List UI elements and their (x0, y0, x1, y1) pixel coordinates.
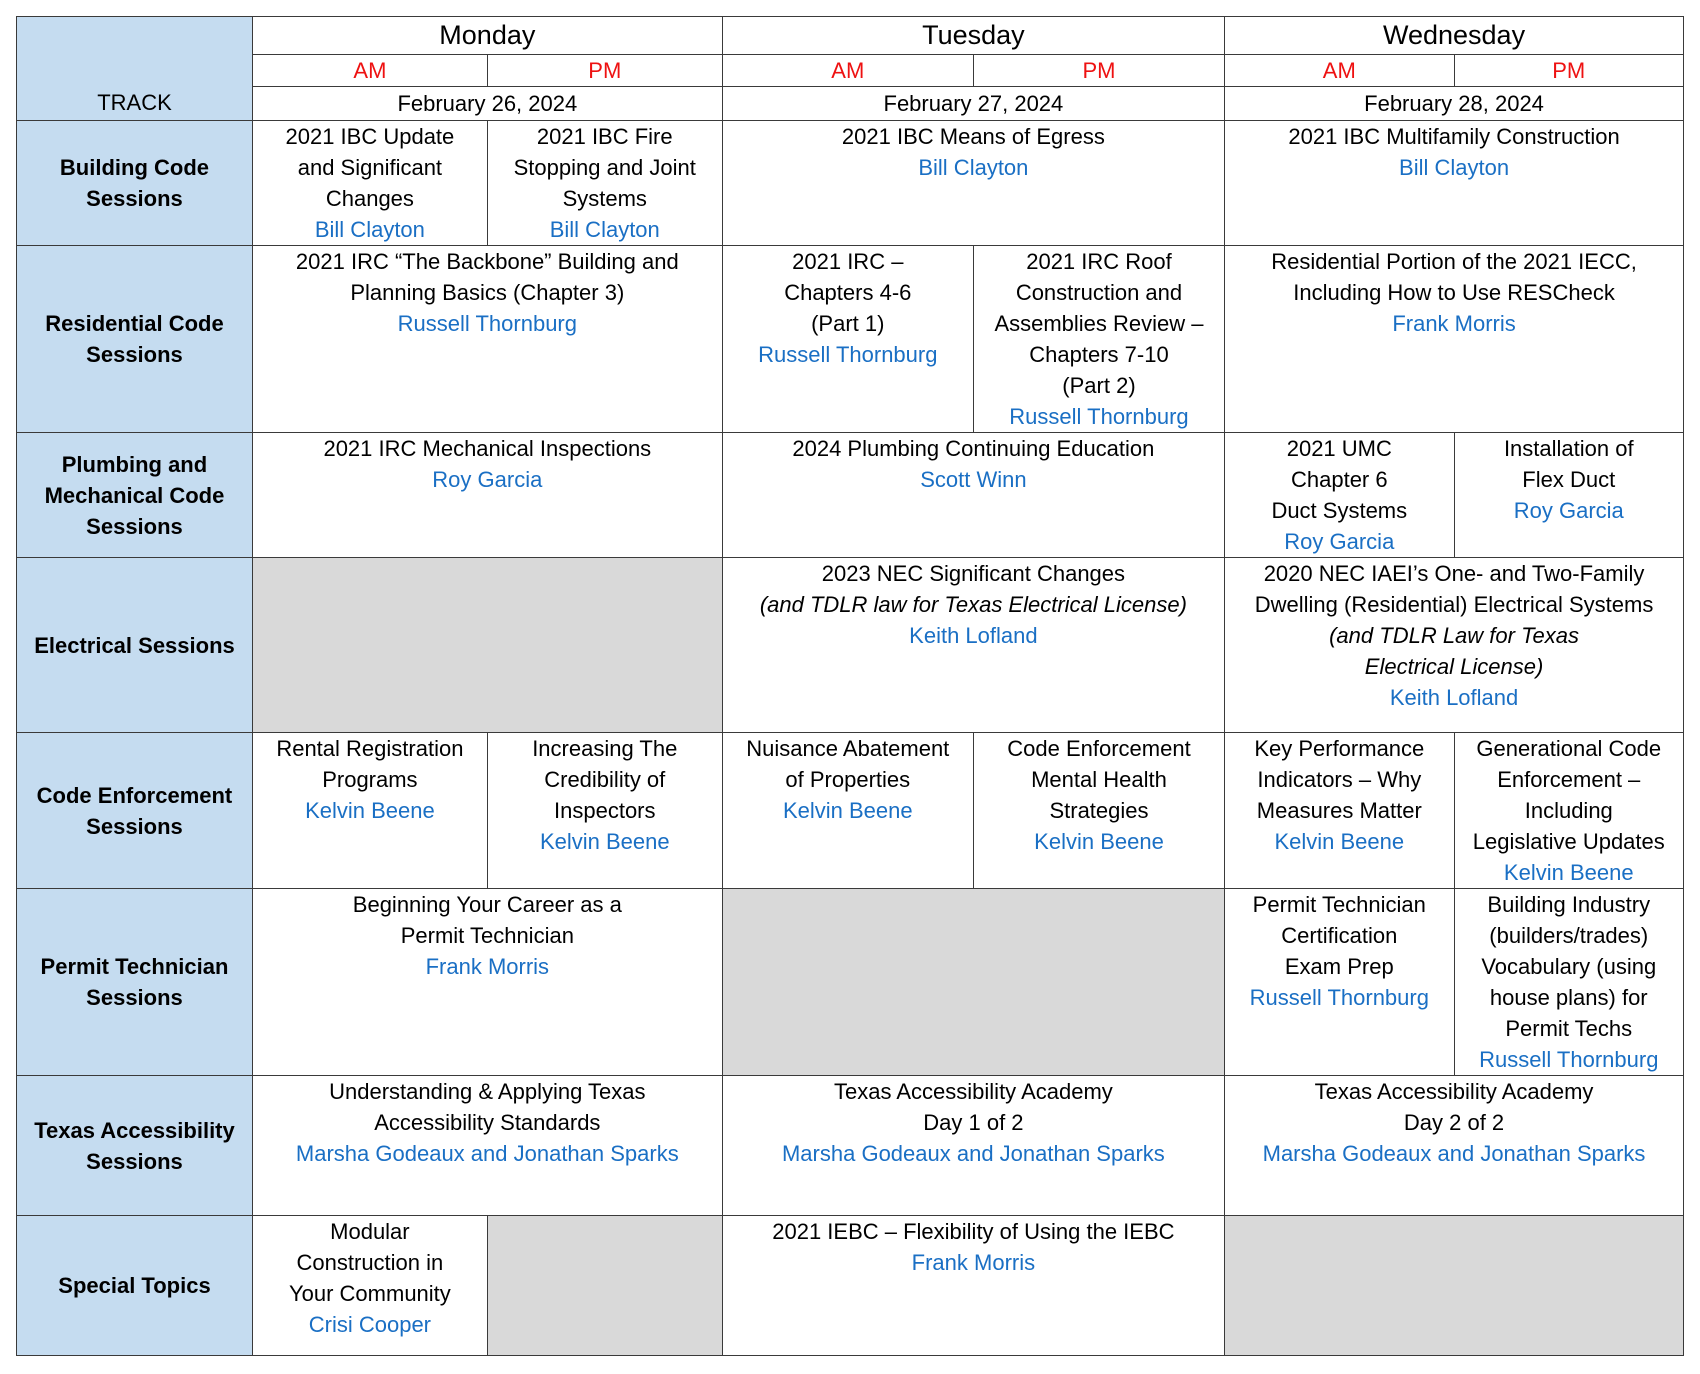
session-note-line: Electrical License) (1364, 654, 1544, 679)
empty-slot (1225, 1216, 1684, 1356)
session-speaker: Russell Thornburg (758, 342, 938, 367)
session-title-line: Construction and (1015, 280, 1183, 305)
session-title-line: Modular (330, 1219, 410, 1244)
monday-pm: PM (487, 55, 722, 87)
session-title-line: 2021 IBC Multifamily Construction (1288, 124, 1620, 149)
session-speaker: Bill Clayton (549, 217, 660, 242)
session-title-line: 2024 Plumbing Continuing Education (792, 436, 1155, 461)
session-speaker: Bill Clayton (314, 217, 425, 242)
session-title-line: Stopping and Joint (513, 155, 696, 180)
tuesday-pm: PM (973, 55, 1224, 87)
session-cell (722, 433, 1224, 558)
session-cell (252, 433, 722, 558)
session-title-line: Nuisance Abatement (746, 736, 950, 761)
session-cell (722, 733, 973, 889)
wednesday-date: February 28, 2024 (1225, 87, 1684, 121)
day-header-tuesday: Tuesday (722, 17, 1224, 55)
session-speaker: Kelvin Beene (539, 829, 670, 854)
session-title-line: 2021 IRC Mechanical Inspections (323, 436, 652, 461)
session-cell (487, 733, 722, 889)
session-speaker: Keith Lofland (1389, 685, 1519, 710)
session-title-line: Day 1 of 2 (923, 1110, 1024, 1135)
session-title-line: Key Performance (1254, 736, 1425, 761)
session-speaker: Marsha Godeaux and Jonathan Sparks (1262, 1141, 1646, 1166)
day-header-monday: Monday (252, 17, 722, 55)
session-title-line: Exam Prep (1284, 954, 1394, 979)
session-title-line: Texas Accessibility Academy (834, 1079, 1113, 1104)
session-title-line: 2021 IBC Update (285, 124, 455, 149)
session-cell (722, 558, 1224, 733)
session-speaker: Bill Clayton (1399, 155, 1510, 180)
session-title-line: Chapter 6 (1290, 467, 1388, 492)
session-title-line: Including How to Use RESCheck (1293, 280, 1615, 305)
session-cell (1225, 558, 1684, 733)
session-cell (252, 733, 487, 889)
session-title-line: Permit Techs (1505, 1016, 1633, 1041)
session-title-line: Code Enforcement (1007, 736, 1191, 761)
session-title-line: Credibility of (544, 767, 666, 792)
session-cell (252, 121, 487, 246)
session-title-line: Day 2 of 2 (1403, 1110, 1505, 1135)
session-cell (252, 1076, 722, 1216)
session-cell (722, 1216, 1224, 1356)
session-title-line: Increasing The (532, 736, 678, 761)
session-title-line: Residential Portion of the 2021 IECC, (1271, 249, 1637, 274)
session-speaker: Scott Winn (920, 467, 1027, 492)
session-title-line: Permit Technician (1252, 892, 1426, 917)
session-speaker: Russell Thornburg (397, 311, 577, 336)
session-speaker: Frank Morris (425, 954, 550, 979)
session-title-line: and Significant (297, 155, 443, 180)
session-speaker: Marsha Godeaux and Jonathan Sparks (295, 1141, 679, 1166)
session-cell (973, 733, 1224, 889)
session-title-line: Construction in (296, 1250, 444, 1275)
monday-date: February 26, 2024 (252, 87, 722, 121)
monday-am: AM (252, 55, 487, 87)
session-cell (722, 121, 1224, 246)
session-title-line: house plans) for (1489, 985, 1648, 1010)
session-cell (1225, 121, 1684, 246)
session-title-line: Duct Systems (1271, 498, 1408, 523)
session-title-line: Programs (322, 767, 418, 792)
track-label: Special Topics (17, 1216, 253, 1356)
session-title-line: 2021 IBC Fire (536, 124, 673, 149)
session-title-line: (Part 2) (1062, 373, 1136, 398)
session-speaker: Kelvin Beene (1503, 860, 1634, 885)
session-title-line: 2021 IRC – (792, 249, 904, 274)
session-speaker: Kelvin Beene (1274, 829, 1405, 854)
session-title-line: Legislative Updates (1472, 829, 1665, 854)
tuesday-am: AM (722, 55, 973, 87)
session-note-line: (and TDLR law for Texas Electrical License) (759, 592, 1187, 617)
session-title-line: Chapters 7-10 (1029, 342, 1169, 367)
session-cell (252, 889, 722, 1076)
track-label: Building Code Sessions (17, 121, 253, 246)
session-cell (1454, 433, 1683, 558)
session-title-line: 2021 IBC Means of Egress (841, 124, 1105, 149)
session-title-line: 2021 IRC “The Backbone” Building and (295, 249, 679, 274)
session-speaker: Bill Clayton (918, 155, 1029, 180)
session-title-line: Certification (1281, 923, 1398, 948)
session-title-line: Permit Technician (400, 923, 574, 948)
session-title-line: Changes (325, 186, 414, 211)
session-title-line: Including (1524, 798, 1613, 823)
session-title-line: Vocabulary (using (1481, 954, 1657, 979)
session-title-line: Building Industry (1487, 892, 1651, 917)
session-title-line: Accessibility Standards (374, 1110, 601, 1135)
session-cell (252, 246, 722, 433)
session-title-line: Rental Registration (276, 736, 464, 761)
empty-slot (252, 558, 722, 733)
session-cell (1225, 246, 1684, 433)
session-title-line: 2021 UMC (1286, 436, 1392, 461)
session-cell (722, 1076, 1224, 1216)
session-cell (487, 121, 722, 246)
session-title-line: Enforcement – (1497, 767, 1641, 792)
session-title-line: 2021 IEBC – Flexibility of Using the IEBC (772, 1219, 1175, 1244)
session-speaker: Kelvin Beene (305, 798, 435, 823)
session-speaker: Russell Thornburg (1249, 985, 1429, 1010)
session-cell (1225, 433, 1454, 558)
session-title-line: Generational Code (1476, 736, 1662, 761)
session-cell (973, 246, 1224, 433)
session-speaker: Kelvin Beene (1034, 829, 1164, 854)
session-cell (1225, 1076, 1684, 1216)
session-speaker: Roy Garcia (432, 467, 543, 492)
session-speaker: Russell Thornburg (1009, 404, 1189, 429)
session-title-line: (Part 1) (811, 311, 885, 336)
session-speaker: Frank Morris (1392, 311, 1516, 336)
session-cell (252, 1216, 487, 1356)
session-title-line: Measures Matter (1256, 798, 1422, 823)
session-title-line: Beginning Your Career as a (352, 892, 622, 917)
tuesday-date: February 27, 2024 (722, 87, 1224, 121)
session-title-line: Planning Basics (Chapter 3) (350, 280, 625, 305)
session-title-line: Assemblies Review – (994, 311, 1204, 336)
track-label: Code Enforcement Sessions (17, 733, 253, 889)
session-title-line: Flex Duct (1522, 467, 1616, 492)
session-title-line: Installation of (1503, 436, 1634, 461)
session-title-line: Understanding & Applying Texas (329, 1079, 646, 1104)
track-label: Texas Accessibility Sessions (17, 1076, 253, 1216)
session-speaker: Roy Garcia (1513, 498, 1624, 523)
session-title-line: Indicators – Why (1257, 767, 1422, 792)
empty-slot (722, 889, 1224, 1076)
session-speaker: Marsha Godeaux and Jonathan Sparks (781, 1141, 1165, 1166)
session-title-line: 2023 NEC Significant Changes (821, 561, 1126, 586)
day-header-wednesday: Wednesday (1225, 17, 1684, 55)
session-title-line: Chapters 4-6 (784, 280, 912, 305)
session-title-line: (builders/trades) (1489, 923, 1649, 948)
track-label: Electrical Sessions (17, 558, 253, 733)
session-title-line: Mental Health (1031, 767, 1167, 792)
session-speaker: Frank Morris (911, 1250, 1036, 1275)
session-title-line: Systems (562, 186, 647, 211)
session-title-line: 2020 NEC IAEI’s One- and Two-Family (1263, 561, 1645, 586)
session-speaker: Keith Lofland (909, 623, 1038, 648)
session-title-line: Inspectors (554, 798, 656, 823)
track-label: Permit Technician Sessions (17, 889, 253, 1076)
session-title-line: of Properties (785, 767, 911, 792)
schedule-table (16, 16, 1684, 1356)
wednesday-pm: PM (1454, 55, 1683, 87)
session-title-line: Your Community (288, 1281, 451, 1306)
empty-slot (487, 1216, 722, 1356)
session-speaker: Kelvin Beene (782, 798, 913, 823)
session-note-line: (and TDLR Law for Texas (1329, 623, 1579, 648)
session-speaker: Roy Garcia (1284, 529, 1395, 554)
session-speaker: Russell Thornburg (1479, 1047, 1659, 1072)
track-label: Plumbing and Mechanical Code Sessions (17, 433, 253, 558)
session-cell (1225, 889, 1454, 1076)
track-header: TRACK (17, 17, 253, 121)
session-cell (1454, 889, 1683, 1076)
session-title-line: 2021 IRC Roof (1026, 249, 1172, 274)
session-cell (1225, 733, 1454, 889)
wednesday-am: AM (1225, 55, 1454, 87)
track-label: Residential Code Sessions (17, 246, 253, 433)
session-title-line: Strategies (1049, 798, 1149, 823)
session-cell (1454, 733, 1683, 889)
session-speaker: Crisi Cooper (308, 1312, 432, 1337)
session-title-line: Texas Accessibility Academy (1314, 1079, 1594, 1104)
session-title-line: Dwelling (Residential) Electrical Systems (1254, 592, 1654, 617)
session-cell (722, 246, 973, 433)
